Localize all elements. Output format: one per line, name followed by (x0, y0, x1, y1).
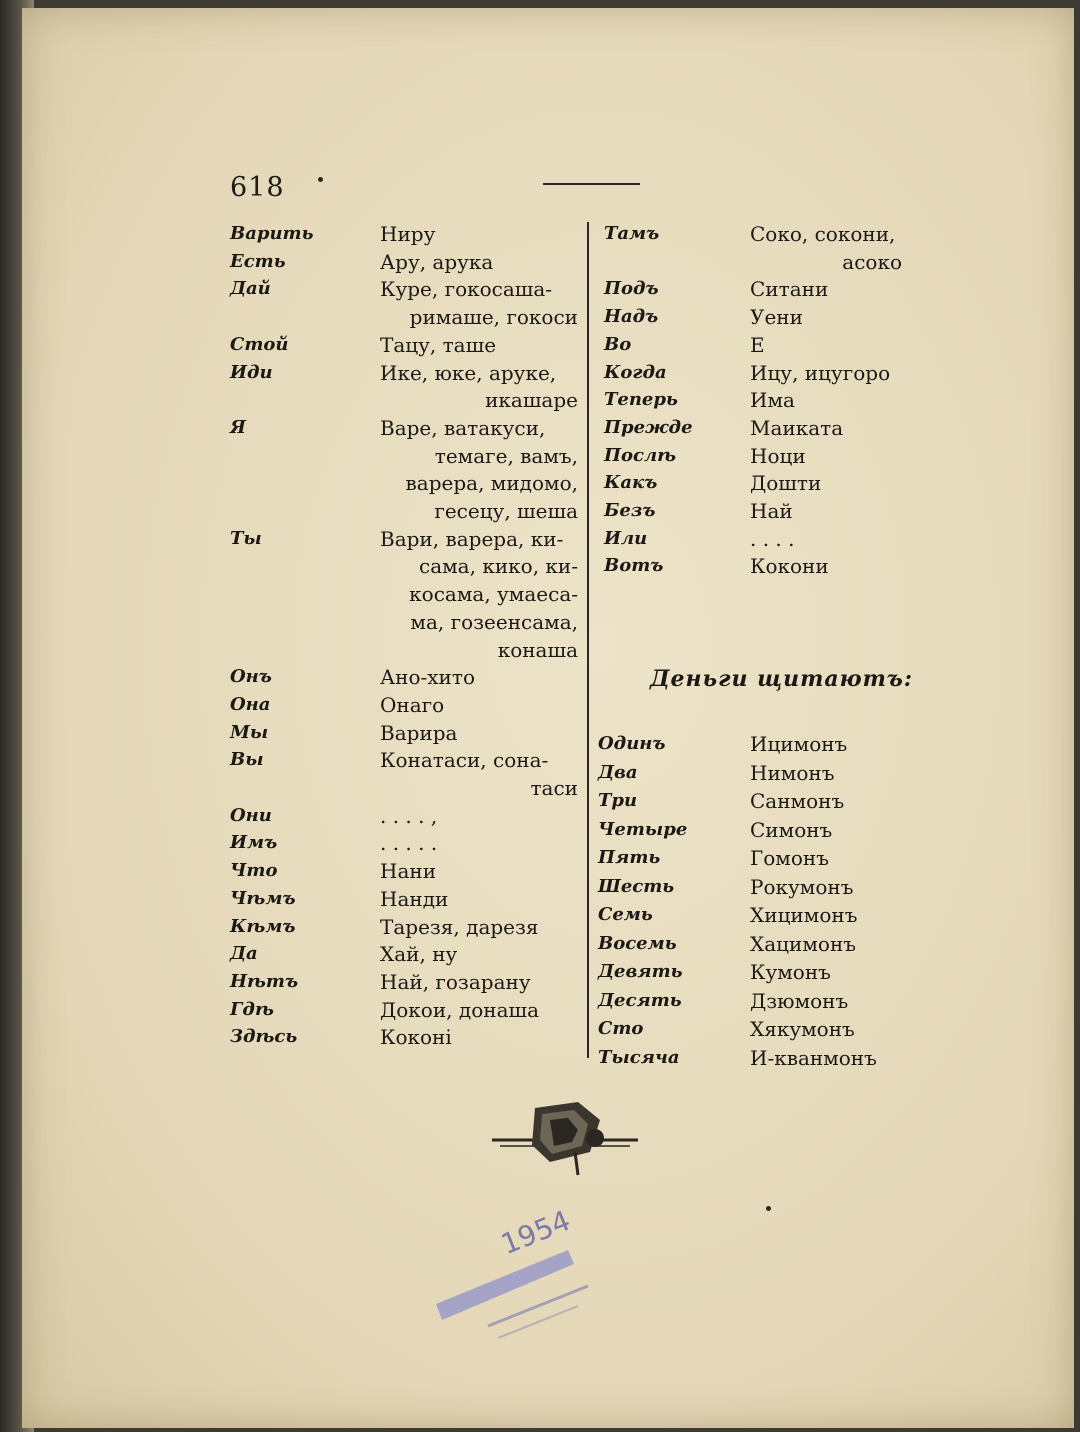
right-entry-translation: Соко, сокони, (750, 222, 896, 246)
left-entry-word: Кѣмъ (230, 915, 296, 937)
left-entry-translation: конаша (497, 637, 578, 662)
number-translation: Гомонъ (750, 846, 829, 870)
number-translation: Симонъ (750, 817, 833, 842)
number-translation: Хацимонъ (750, 931, 857, 956)
number-word: Четыре (598, 818, 688, 840)
number-translation: Дзюмонъ (750, 988, 849, 1013)
left-entry-translation: Ниру (380, 222, 436, 246)
right-entry-word: Послѣ (604, 444, 677, 466)
right-entry-translation: асоко (842, 249, 902, 274)
left-entry-translation: Нанди (380, 886, 449, 911)
left-entry-translation: Тацу, таше (380, 332, 497, 357)
left-entry-word: Мы (230, 721, 269, 743)
right-entry-word: Теперь (604, 389, 678, 411)
right-entry-translation: Ситани (750, 277, 829, 302)
left-entry-translation: Онаго (380, 692, 445, 717)
right-entry-word: Вотъ (604, 555, 664, 577)
left-entry-word: Есть (230, 250, 286, 272)
page-number: 618 (230, 172, 285, 203)
right-entry-translation: Най (750, 499, 793, 523)
left-entry-word: Ты (230, 527, 262, 549)
right-entry-translation: Ноци (750, 443, 806, 468)
left-entry-translation: таси (530, 776, 578, 800)
number-translation: Рокумонъ (750, 874, 854, 899)
left-entry-translation: Конатаси, сона- (380, 748, 549, 773)
left-entry-translation: Докои, донаша (380, 997, 540, 1022)
left-entry-word: Варить (230, 223, 314, 244)
left-entry-word: Что (230, 860, 278, 882)
left-entry-word: Чѣмъ (230, 887, 296, 909)
left-entry-translation: Варе, ватакуси, (380, 415, 546, 440)
right-entry-translation: . . . . (750, 526, 795, 551)
right-entry-word: Надъ (604, 306, 659, 328)
number-word: Восемь (598, 932, 677, 954)
left-entry-word: Да (230, 943, 258, 965)
library-stamp (428, 1203, 608, 1348)
number-word: Десять (598, 989, 682, 1011)
number-translation: Кумонъ (750, 960, 831, 984)
column-divider (587, 222, 589, 1058)
left-entry-word: Стой (230, 333, 289, 355)
left-entry-translation: Ару, арука (380, 249, 494, 274)
left-entry-translation: Ике, юке, аруке, (380, 360, 557, 385)
left-entry-translation: гесецу, шеша (434, 499, 578, 523)
number-translation: Санмонъ (750, 789, 845, 813)
number-word: Сто (598, 1018, 644, 1039)
left-entry-translation: Коконі (380, 1025, 452, 1050)
section-title: Деньги щитаютъ: (650, 666, 914, 692)
left-entry-translation: Тарезя, дарезя (380, 914, 539, 939)
number-word: Три (598, 790, 638, 811)
ink-speck (318, 177, 323, 182)
number-translation: Ицимонъ (750, 732, 848, 756)
left-entry-word: Она (230, 693, 271, 715)
left-entry-translation: Вари, варера, ки- (380, 526, 564, 551)
number-word: Шесть (598, 875, 675, 897)
left-entry-translation: сама, кико, ки- (419, 554, 578, 579)
number-word: Одинъ (598, 733, 666, 754)
right-entry-word: Или (604, 527, 648, 549)
left-entry-translation: Нани (380, 859, 437, 884)
right-entry-translation: Уени (750, 305, 803, 330)
left-entry-word: Имъ (230, 832, 278, 854)
left-entry-translation: ма, гозеенсама, (410, 609, 578, 634)
right-entry-translation: Е (750, 332, 765, 357)
left-entry-translation: варера, мидомо, (405, 471, 578, 496)
right-entry-translation: Дошти (750, 471, 822, 496)
left-entry-word: Я (230, 416, 246, 438)
number-translation: Нимонъ (750, 760, 835, 785)
right-entry-translation: Маиката (750, 415, 844, 440)
left-entry-translation: Ано-хито (380, 665, 475, 690)
left-entry-translation: икашаре (485, 388, 578, 413)
left-entry-word: Онъ (230, 666, 272, 688)
left-entry-translation: косама, умаеса- (409, 582, 578, 607)
left-entry-translation: римаше, гокоси (409, 305, 578, 330)
right-entry-word: Тамъ (604, 223, 660, 244)
right-entry-word: Прежде (604, 416, 693, 438)
left-entry-translation: . . . . . (380, 831, 438, 856)
right-entry-word: Безъ (604, 500, 656, 521)
left-entry-word: Иди (230, 361, 273, 383)
left-entry-translation: Най, гозарану (380, 969, 531, 994)
right-entry-translation: Има (750, 388, 795, 413)
left-entry-translation: темаге, вамъ, (434, 443, 578, 468)
right-entry-translation: Ицу, ицугоро (750, 360, 891, 385)
number-word: Два (598, 761, 638, 783)
right-entry-word: Подъ (604, 278, 659, 300)
left-entry-translation: Хай, ну (380, 942, 458, 967)
right-entry-word: Во (604, 333, 632, 355)
right-entry-word: Когда (604, 361, 667, 383)
left-entry-translation: Варира (380, 720, 458, 745)
ink-speck (766, 1206, 771, 1211)
left-entry-word: Вы (230, 749, 264, 771)
header-rule (543, 183, 640, 185)
number-word: Семь (598, 904, 653, 925)
right-entry-word: Какъ (604, 472, 658, 494)
number-word: Тысяча (598, 1046, 680, 1068)
left-entry-word: Дай (230, 278, 271, 300)
stamp-year: 1954 (496, 1203, 575, 1262)
number-translation: Хякумонъ (750, 1017, 855, 1041)
number-translation: И-кванмонъ (750, 1045, 877, 1070)
left-entry-word: Гдѣ (230, 998, 274, 1020)
number-translation: Хицимонъ (750, 903, 858, 927)
right-entry-translation: Кокони (750, 554, 829, 579)
left-entry-word: Нѣтъ (230, 970, 299, 992)
left-entry-word: Они (230, 804, 272, 826)
left-entry-translation: Куре, гокосаша- (380, 277, 553, 302)
number-word: Девять (598, 961, 683, 982)
number-word: Пять (598, 847, 661, 868)
printer-ornament (490, 1090, 640, 1180)
left-entry-translation: . . . . , (380, 803, 438, 828)
left-entry-word: Здѣсь (230, 1026, 298, 1048)
